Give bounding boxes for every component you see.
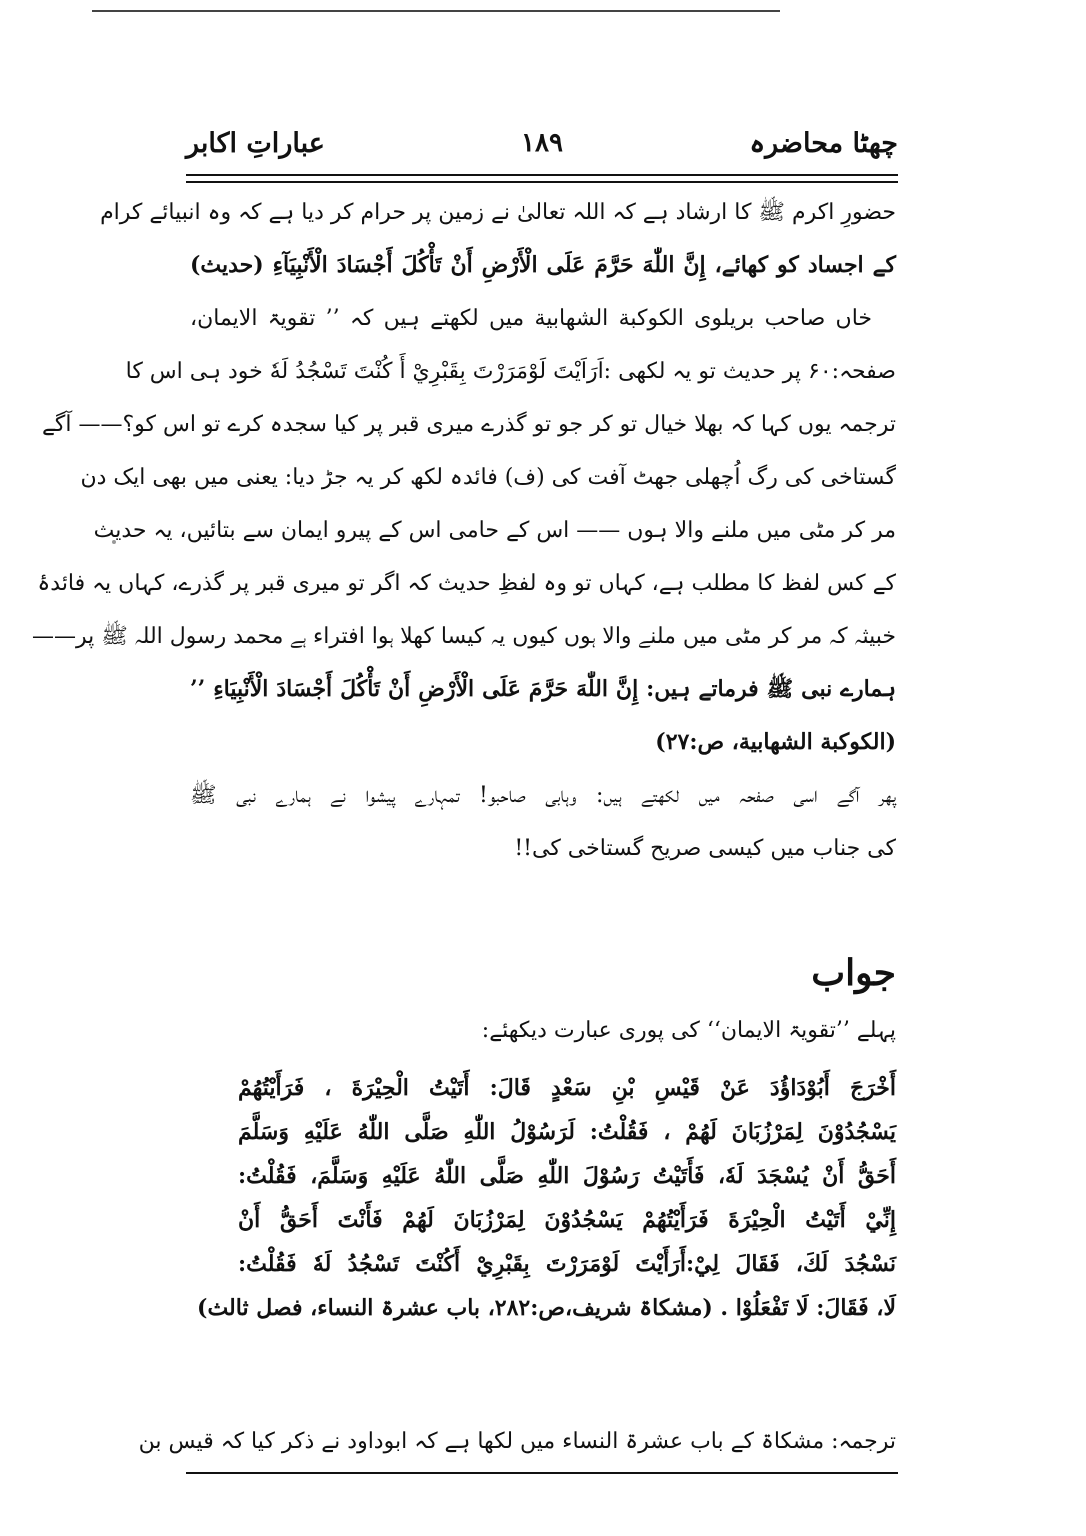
citation-line: (الكوكبة الشهابية، ص:۲۷) — [655, 729, 896, 755]
book-title: عباراتِ اکابر — [186, 128, 325, 159]
body-line: گستاخی کی رگ اُچھلی جھٹ آفت کی (ف) فائدہ لکھ کر یہ جڑ دیا: یعنی میں بھی ایک دن — [80, 465, 896, 490]
hadith-quote-block — [197, 1066, 896, 1330]
body-line: خاں صاحب بریلوی الكوكبة الشهابية میں لکھتے ہیں کہ ’’ تقویۃ الایمان، — [190, 306, 872, 331]
quote-line: أَحَقُّ أَنْ يُسْجَدَ لَهٗ، فَأَتَيْتُ رَسُوْلَ اللّٰهِ صَلَّى اللّٰهُ عَلَيْهِ وَسَلَّمَ، فَقُلْتُ: — [238, 1163, 896, 1189]
page-header — [186, 128, 898, 168]
page-number: ۱۸۹ — [521, 128, 563, 158]
header-double-rule — [186, 174, 898, 183]
quote-line: يَسْجُدُوْنَ لِمَرْزُبَانَ لَهُمْ ، فَقُلْتُ: لَرَسُوْلُ اللّٰهِ صَلَّى اللّٰهُ عَلَيْهِ وَسَلَّمَ — [238, 1119, 896, 1145]
body-line: کے اجساد کو کھائے، إِنَّ اللّٰهَ حَرَّمَ عَلَى الْأَرْضِ أَنْ تَأْكُلَ أَجْسَادَ الْأَنْبِيَآءِ (حدیث) — [190, 252, 896, 278]
body-line: پھر آگے اسی صفحہ میں لکھتے ہیں: وہابی صاحبو! تمہارے پیشوا نے ہمارے نبی ﷺ — [190, 783, 896, 808]
body-line: حضورِ اکرم ﷺ کا ارشاد ہے کہ اللہ تعالیٰ نے زمین پر حرام کر دیا ہے کہ وہ انبیائے کرام — [100, 200, 896, 225]
quote-line: لَا، فَقَالَ: لَا تَفْعَلُوْا . (مشکاۃ شریف،ص:۲۸۲، باب عشرۃ النساء، فصل ثالث) — [197, 1295, 896, 1321]
quote-line: إِنِّيْ أَتَيْتُ الْحِيْرَةَ فَرَأَيْتُهُمْ يَسْجُدُوْنَ لِمَرْزُبَانَ لَهُمْ فَأَنْتَ أَحَقُّ أَنْ — [238, 1207, 896, 1233]
body-line: کی جناب میں کیسی صریح گستاخی کی!! — [514, 836, 896, 861]
answer-intro: پہلے ’’تقویۃ الایمان‘‘ کی پوری عبارت دیکھئے: — [481, 1018, 896, 1043]
answer-heading: جواب — [811, 952, 896, 994]
footer-rule — [186, 1472, 898, 1474]
body-line: مر کر مٹی میں ملنے والا ہوں —— اس کے حامی اس کے پیرو ایمان سے بتائیں، یہ حدیث — [93, 518, 896, 543]
body-line: ترجمہ یوں کہا کہ بھلا خیال تو کر جو تو گذرے میری قبر پر کیا سجدہ کرے تو اس کو؟—— آگے — [42, 412, 896, 437]
main-text-block — [32, 186, 896, 875]
quote-line: أَخْرَجَ أَبُوْدَاؤُدَ عَنْ قَيْسِ بْنِ سَعْدٍ قَالَ: أَتَيْتُ الْحِيْرَةَ ، فَرَأَيْتُهُمْ — [238, 1075, 896, 1101]
chapter-title: چھٹا محاضرہ — [749, 128, 898, 159]
translation-line: ترجمہ: مشکاۃ کے باب عشرۃ النساء میں لکھا ہے کہ ابوداود نے ذکر کیا کہ قیس بن — [138, 1429, 896, 1454]
body-line: خبیثہ کہ مر کر مٹی میں ملنے والا ہوں کیوں یہ کیسا کھلا ہوا افتراء ہے محمد رسول اللہ ﷺ پر—— — [32, 624, 896, 649]
body-line: صفحہ:۶۰ پر حدیث تو یہ لکھی :اَرَاَيْتَ لَوْمَرَرْتَ بِقَبْرِيْ أَ كُنْتَ تَسْجُدُ لَهٗ خود ہی اس کا — [125, 359, 896, 384]
top-scan-edge-rule — [92, 10, 780, 12]
body-line: کے کس لفظ کا مطلب ہے، کہاں تو وہ لفظِ حدیث کہ اگر تو میری قبر پر گذرے، کہاں یہ فائدۂ — [37, 571, 896, 596]
body-line: ہمارے نبی ﷺ فرماتے ہیں: إِنَّ اللّٰهَ حَرَّمَ عَلَى الْأَرْضِ أَنْ تَأْكُلَ أَجْسَادَ الْأَنْبِيَاءِ ’’ — [190, 676, 896, 702]
quote-line: نَسْجُدَ لَكَ، فَقَالَ لِيْ:أَرَأَيْتَ لَوْمَرَرْتَ بِقَبْرِيْ أَكُنْتَ تَسْجُدُ لَهٗ فَقُلْتُ: — [238, 1251, 896, 1277]
